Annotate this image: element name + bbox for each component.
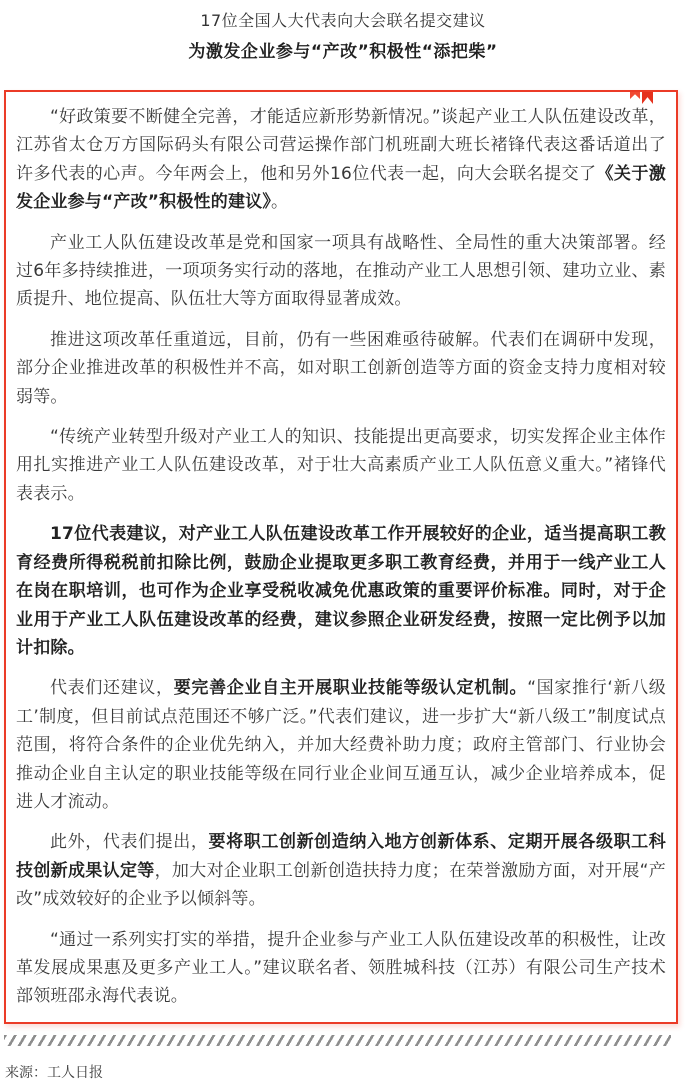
quote-ribbon-right — [642, 90, 653, 104]
hatch-divider — [4, 1035, 671, 1046]
paragraph — [16, 103, 666, 217]
paragraph-segment: “传统产业转型升级对产业工人的知识、技能提出更高要求，切实发挥企业主体作用扎实推进产业工人队伍建设改革，对于壮大高素质产业工人队伍意义重大。”褚锋代表表示。 — [16, 427, 666, 504]
paragraph — [16, 926, 666, 1011]
paragraph-segment: 产业工人队伍建设改革是党和国家一项具有战略性、全局性的重大决策部署。经过6年多持续推进，一项项务实行动的落地，在推动产业工人思想引领、建功立业、素质提升、地位提高、队伍壮大等方面取得显著成效。 — [16, 232, 666, 310]
source-attribution: 来源：工人日报 — [5, 1065, 103, 1081]
paragraph-segment: 要将职工创新创造纳入地方创新体系、定期开展各级职工科技创新成果认定等 — [16, 832, 666, 881]
page-kicker-title: 17位全国人大代表向大会联名提交建议 — [200, 11, 486, 30]
article-quote-box — [4, 90, 678, 1024]
paragraph — [16, 326, 666, 411]
quote-ribbon-left — [630, 90, 640, 99]
page-title: 为激发企业参与“产改”积极性“添把柴” — [188, 42, 498, 62]
article-body — [16, 103, 666, 1011]
paragraph — [16, 520, 666, 662]
paragraph-segment: “通过一系列实打实的举措，提升企业参与产业工人队伍建设改革的积极性，让改革发展成果惠及更多产业工人。”建议联名者、领胜城科技（江苏）有限公司生产技术部领班邵永海代表说。 — [16, 929, 666, 1007]
paragraph — [16, 423, 666, 508]
paragraph-segment: “好政策要不断健全完善，才能适应新形势新情况。”谈起产业工人队伍建设改革，江苏省太仓万方国际码头有限公司营运操作部门机班副大班长褚锋代表这番话道出了许多代表的心声。今年两会上，他和另外16位代表一起，向大会联名提交了 — [16, 107, 666, 184]
paragraph-segment: 此外，代表们提出， — [50, 832, 209, 853]
paragraph — [16, 828, 666, 913]
paragraph — [16, 674, 666, 816]
paragraph-segment: 代表们还建议， — [50, 678, 174, 699]
paragraph-segment: 17位代表建议，对产业工人队伍建设改革工作开展较好的企业，适当提高职工教育经费所得税税前扣除比例，鼓励企业提取更多职工教育经费，并用于一线产业工人在岗在职培训，也可作为企业享受税收减免优惠政策的重要评价标准。同时，对于企业用于产业工人队伍建设改革的经费，建议参照企业研发经费，按照一定比例予以加计扣除。 — [16, 524, 666, 658]
paragraph-segment: ，加大对企业职工创新创造扶持力度；在荣誉激励方面，对开展“产改”成效较好的企业予以倾斜等。 — [16, 860, 666, 910]
paragraph — [16, 229, 666, 314]
paragraph-segment: 推进这项改革任重道远，目前，仍有一些困难亟待破解。代表们在调研中发现，部分企业推进改革的积极性并不高，如对职工创新创造等方面的资金支持力度相对较弱等。 — [16, 329, 666, 407]
paragraph-segment: 。 — [271, 192, 289, 213]
double-quote-ribbon-icon — [630, 90, 653, 104]
paragraph-segment: 要完善企业自主开展职业技能等级认定机制。 — [173, 678, 528, 699]
paragraph-segment: “国家推行‘新八级工’制度，但目前试点范围还不够广泛。”代表们建议，进一步扩大“新八级工”制度试点范围，将符合条件的企业优先纳入，并加大经费补助力度；政府主管部门、行业协会推动企业自主认定的职业技能等级在同行业企业间互通互认，减少企业培养成本，促进人才流动。 — [16, 678, 667, 812]
paragraph-segment: 《关于激发企业参与“产改”积极性的建议》 — [16, 163, 666, 213]
